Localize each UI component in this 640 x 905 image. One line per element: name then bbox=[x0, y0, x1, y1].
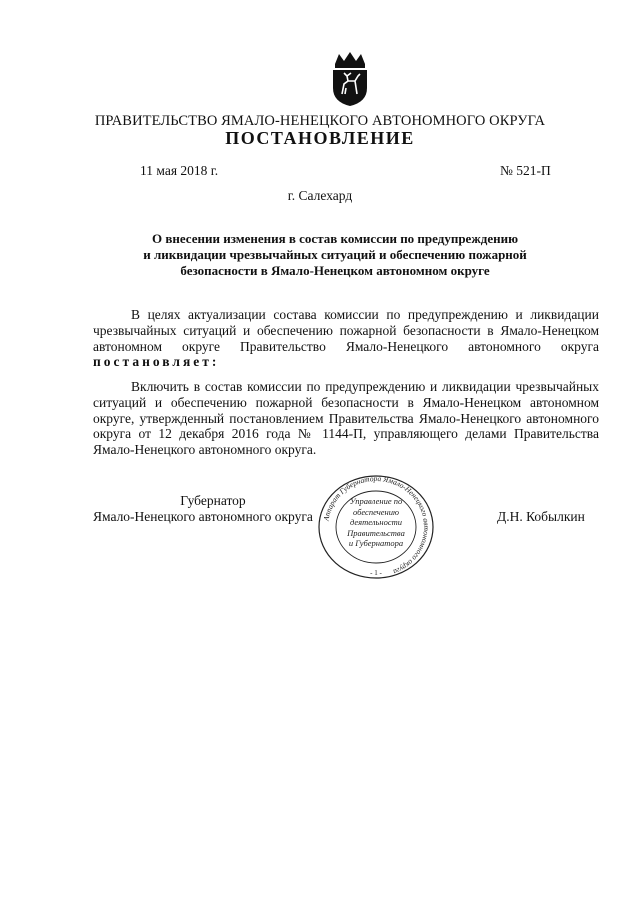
preamble-paragraph bbox=[93, 307, 599, 370]
official-stamp bbox=[316, 474, 436, 580]
stamp-line: Правительства bbox=[347, 527, 405, 538]
document-city: г. Салехард bbox=[287, 188, 353, 203]
signatory-region: Ямало-Ненецкого автономного округа bbox=[93, 509, 313, 524]
stamp-ring-text: Аппарат Губернатора Ямало-Ненецкого автономного округа bbox=[321, 474, 432, 577]
government-title: ПРАВИТЕЛЬСТВО ЯМАЛО-НЕНЕЦКОГО АВТОНОМНОГО ОКРУГА bbox=[94, 113, 546, 129]
stamp-line: деятельности bbox=[349, 517, 403, 527]
stamp-number: - 1 - bbox=[370, 569, 382, 577]
resolves-word: постановляет: bbox=[93, 354, 220, 370]
emblem-icon bbox=[325, 50, 375, 108]
document-number: № 521-П bbox=[500, 163, 551, 178]
resolution-paragraph: Включить в состав комиссии по предупреждению и ликвидации чрезвычайных ситуаций и обеспечению пожарной безопасности в Ямало-Ненецком автономном округе, утвержденный постановлением Правительства Ямало-Ненецкого автономного округа от 12 декабря 2016 года № 1144-П, управляющего делами Правительства Ямало-Ненецкого автономного округа. bbox=[93, 379, 599, 458]
subject-line: О внесении изменения в состав комиссии по предупреждению bbox=[151, 231, 519, 246]
stamp-line: Управление по bbox=[349, 496, 403, 506]
stamp-inner-text bbox=[334, 496, 418, 549]
document-subject bbox=[110, 231, 560, 279]
document-type: ПОСТАНОВЛЕНИЕ bbox=[225, 128, 415, 148]
document-date: 11 мая 2018 г. bbox=[140, 163, 219, 178]
signatory-title: Губернатор bbox=[180, 493, 246, 508]
subject-line: и ликвидации чрезвычайных ситуаций и обеспечению пожарной bbox=[143, 247, 527, 262]
signatory-name: Д.Н. Кобылкин bbox=[497, 509, 585, 524]
preamble-text: В целях актуализации состава комиссии по предупреждению и ликвидации чрезвычайных ситуаций и обеспечению пожарной безопасности в Ямало-Ненецком автономном округе Правительство Ямало-Ненецкого автономного округа bbox=[93, 307, 599, 354]
subject-line: безопасности в Ямало-Ненецком автономном округе bbox=[180, 263, 490, 278]
stamp-line: обеспечению bbox=[352, 506, 400, 517]
stamp-line: и Губернатора bbox=[348, 538, 404, 548]
